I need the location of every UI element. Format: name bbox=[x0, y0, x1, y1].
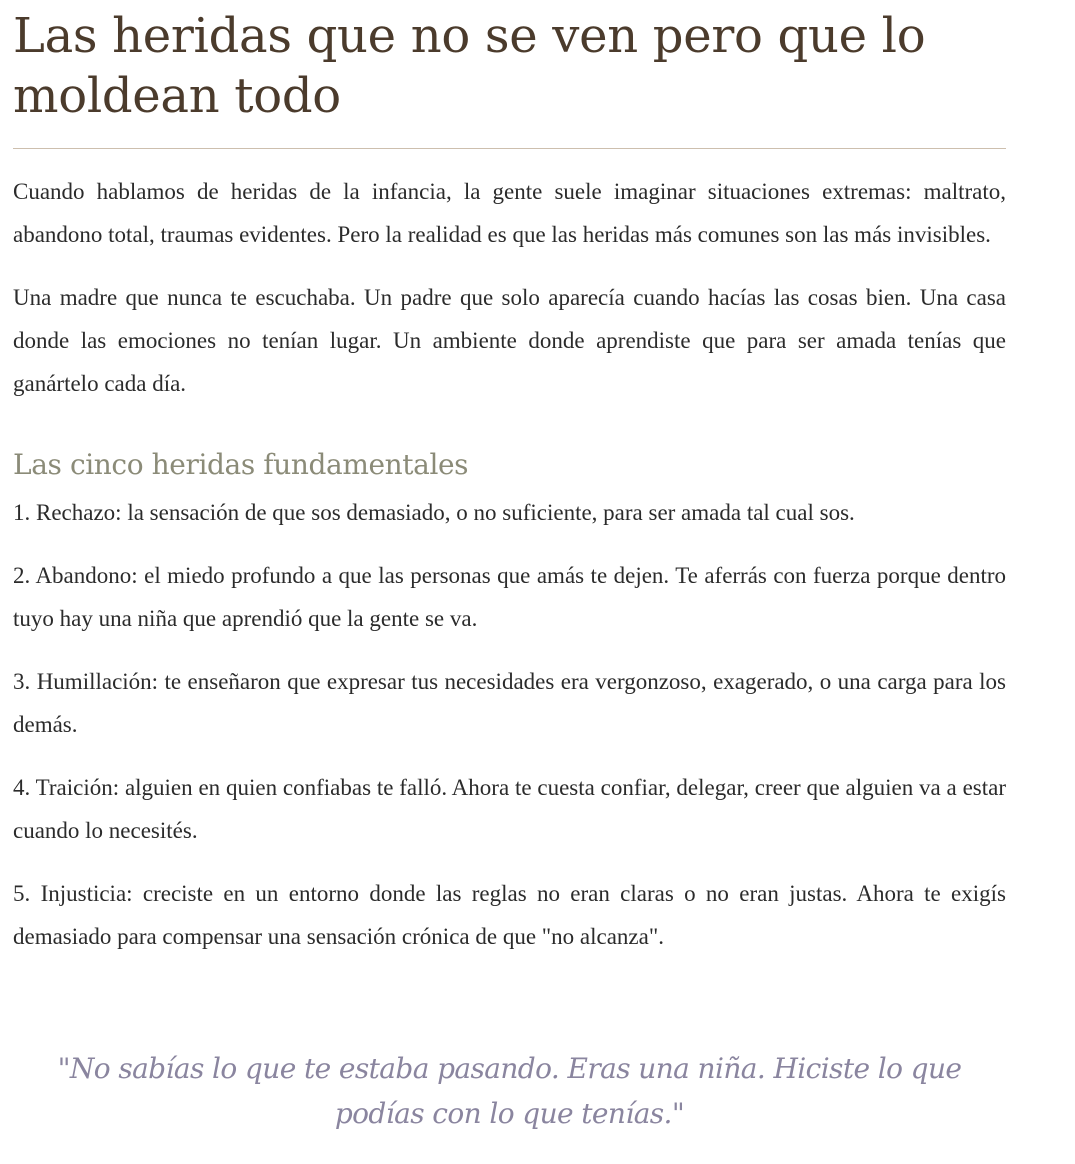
article bbox=[13, 0, 1006, 958]
wound-item-traicion: 4. Traición: alguien en quien confiabas te falló. Ahora te cuesta confiar, delegar, creer que alguien va a estar cuando lo necesités. bbox=[13, 775, 1006, 843]
wound-item-abandono: 2. Abandono: el miedo profundo a que las personas que amás te dejen. Te aferrás con fuerza porque dentro tuyo hay una niña que aprendió que la gente se va. bbox=[13, 563, 1006, 631]
pull-quote: "No sabías lo que te estaba pasando. Eras una niña. Hiciste lo que podías con lo que tenías." bbox=[57, 1052, 962, 1130]
wound-item-humillacion: 3. Humillación: te enseñaron que expresar tus necesidades era vergonzoso, exagerado, o una carga para los demás. bbox=[13, 669, 1006, 737]
examples-paragraph: Una madre que nunca te escuchaba. Un padre que solo aparecía cuando hacías las cosas bien. Una casa donde las emociones no tenían lugar. Un ambiente donde aprendiste que para ser amada tenías que ganártelo cada día. bbox=[13, 285, 1006, 396]
intro-paragraph: Cuando hablamos de heridas de la infancia, la gente suele imaginar situaciones extremas: maltrato, abandono total, traumas evidentes. Pero la realidad es que las heridas más comunes son las más invisibles. bbox=[13, 179, 1006, 247]
title-divider bbox=[13, 148, 1006, 149]
wound-item-rechazo: 1. Rechazo: la sensación de que sos demasiado, o no suficiente, para ser amada tal cual sos. bbox=[13, 500, 855, 525]
section-heading: Las cinco heridas fundamentales bbox=[13, 448, 469, 481]
wound-item-injusticia: 5. Injusticia: creciste en un entorno donde las reglas no eran claras o no eran justas. Ahora te exigís demasiado para compensar una sensación crónica de que "no alcanza". bbox=[13, 881, 1006, 949]
article-title: Las heridas que no se ven pero que lo moldean todo bbox=[13, 8, 926, 124]
